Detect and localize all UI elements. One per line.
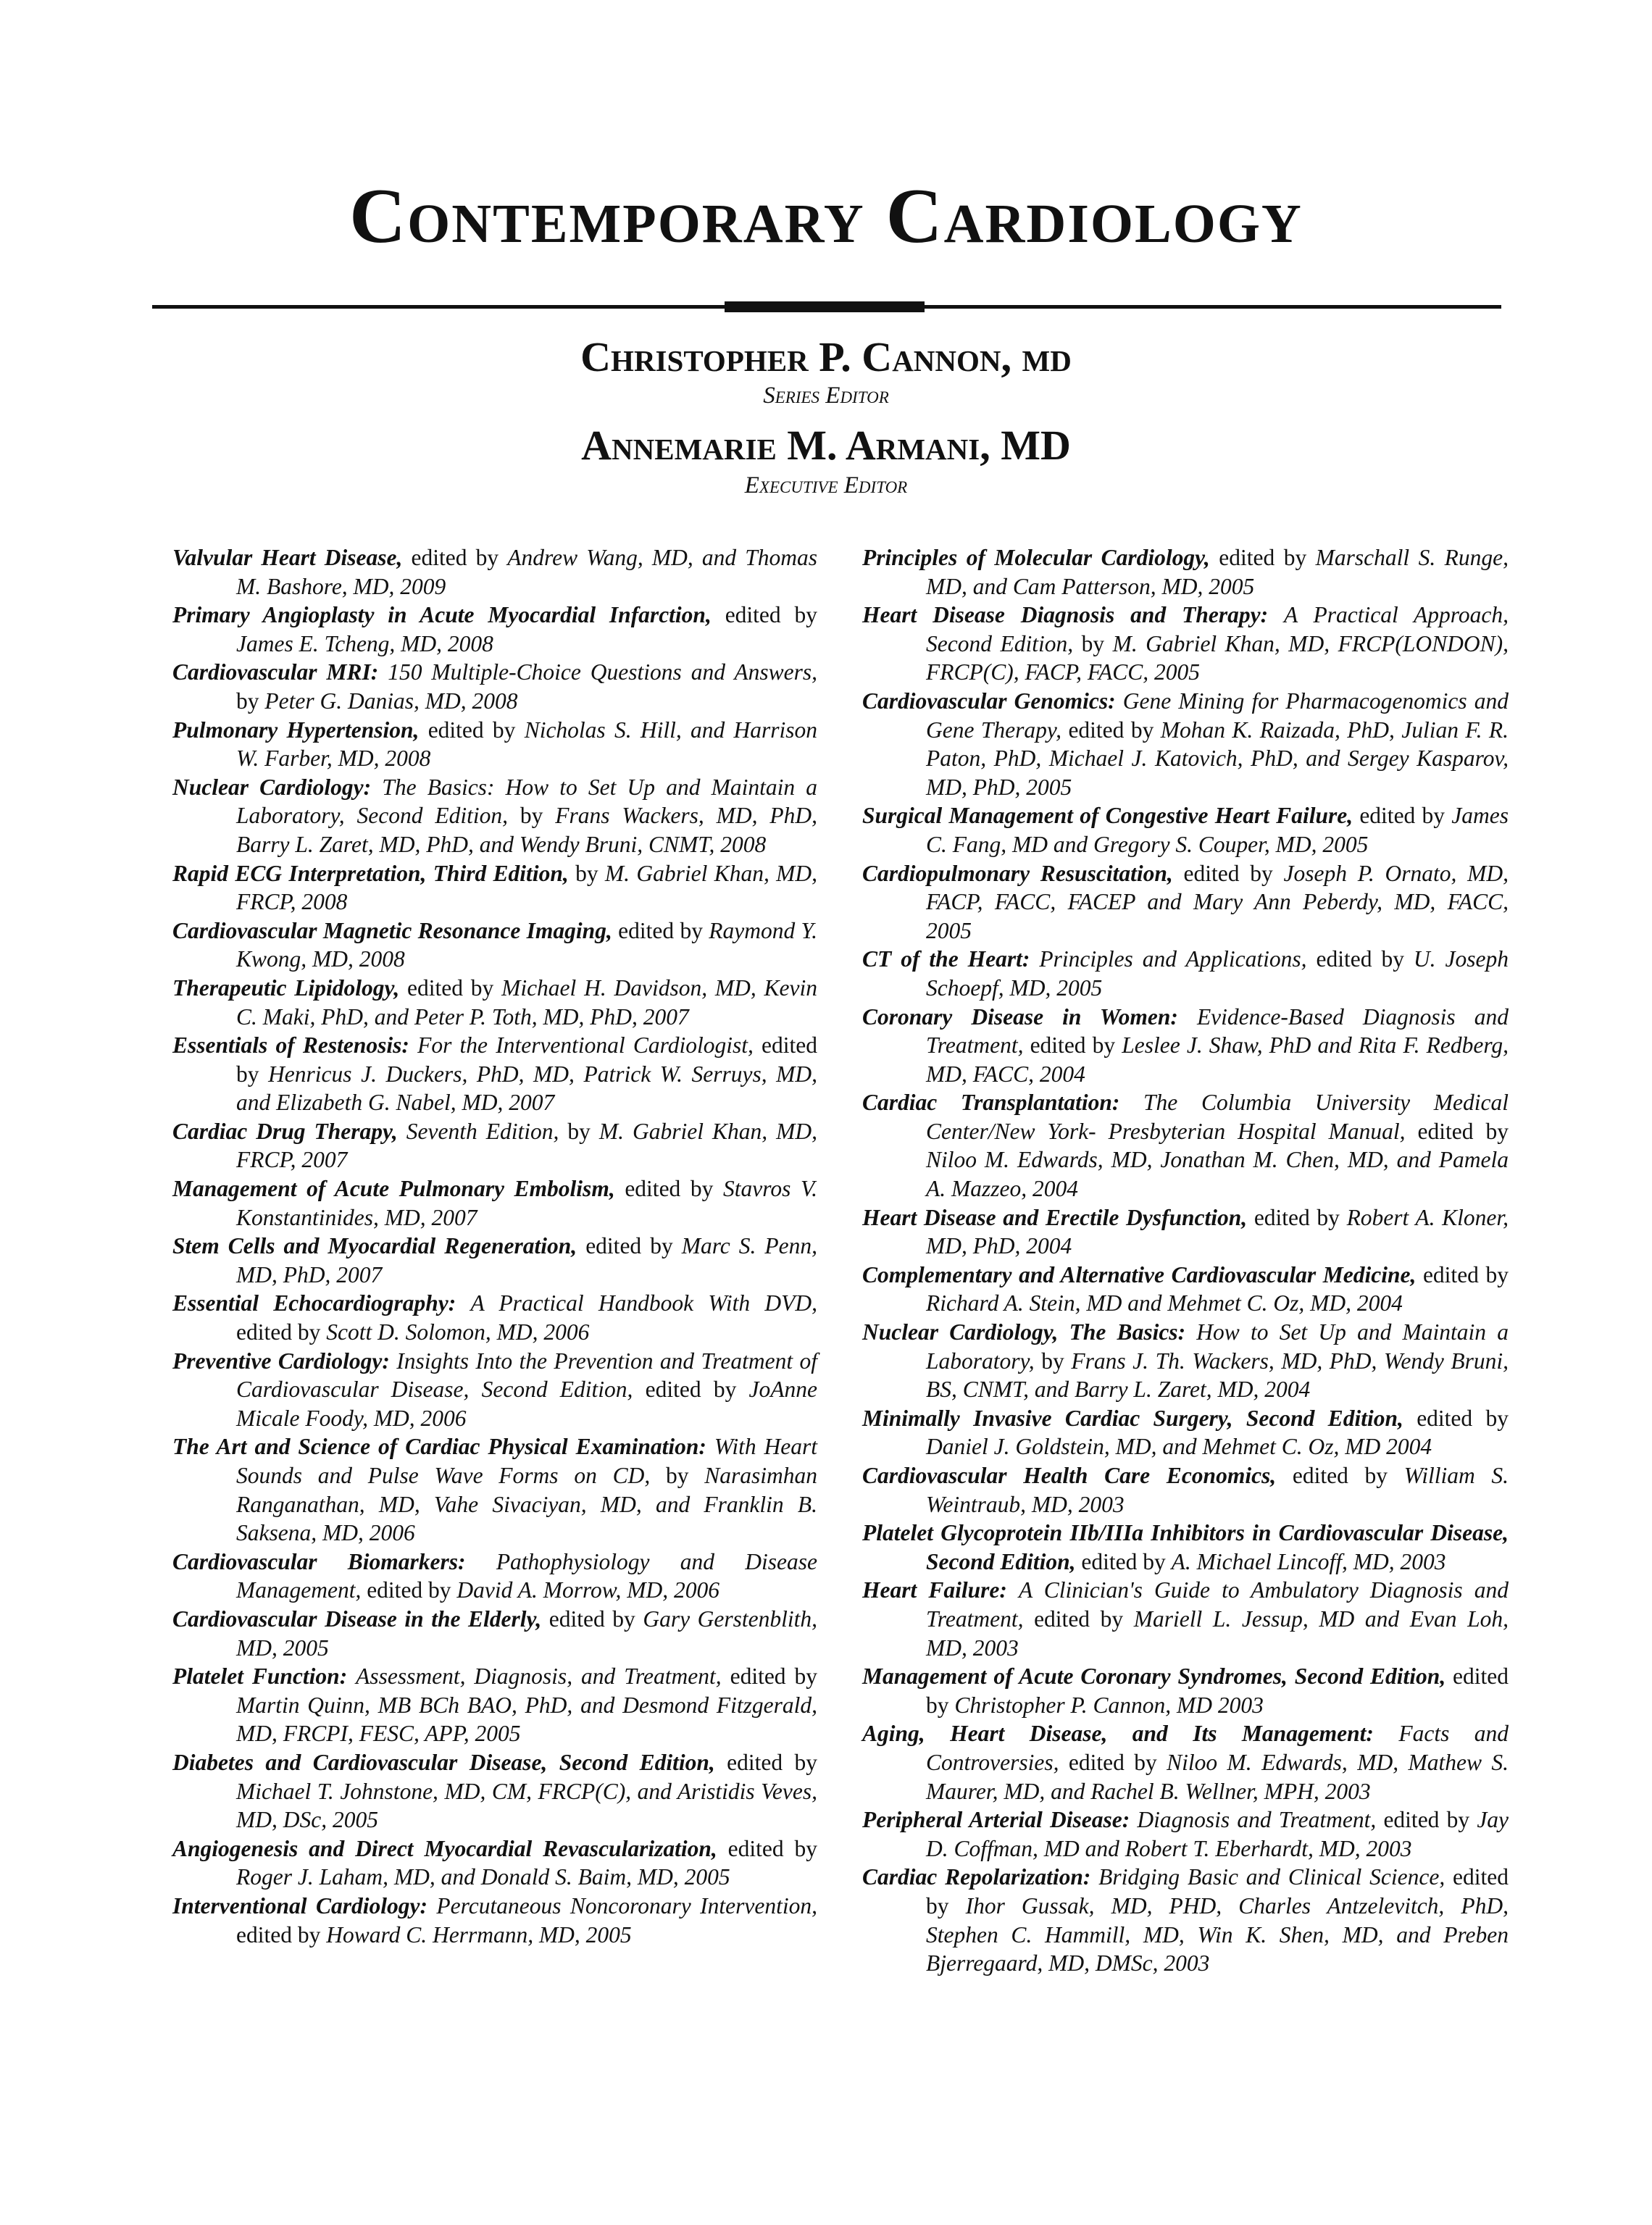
- book-entry: [862, 1519, 1509, 1576]
- edited-label: edited: [645, 1377, 701, 1403]
- by-label: by: [713, 1377, 737, 1403]
- by-label: by: [1317, 1204, 1340, 1230]
- book-subtitle: Evidence-Based Diagnosis and Treatment,: [926, 1003, 1509, 1059]
- book-title: Cardiac Transplantation:: [862, 1090, 1120, 1116]
- book-entry: [862, 1318, 1509, 1404]
- edited-label: edited: [625, 1176, 681, 1202]
- edited-label: edited: [1081, 1548, 1138, 1574]
- book-title: Heart Failure:: [862, 1577, 1007, 1603]
- edited-label: edited: [585, 1233, 642, 1259]
- book-entry: [172, 859, 817, 917]
- book-authors: Leslee J. Shaw, PhD and Rita F. Redberg, MD, FACC, 2004: [926, 1032, 1509, 1087]
- book-entry: [862, 1662, 1509, 1719]
- book-entry: [172, 974, 817, 1031]
- book-authors: James E. Tcheng, MD, 2008: [236, 630, 493, 656]
- edited-label: edited: [1383, 1807, 1440, 1833]
- book-authors: Mariell L. Jessup, MD and Evan Loh, MD, 2003: [926, 1606, 1509, 1661]
- book-title: Complementary and Alternative Cardiovascular Medicine,: [862, 1261, 1417, 1287]
- by-label: by: [1364, 1463, 1388, 1488]
- left-column-book-list: [172, 543, 817, 1949]
- by-label: by: [926, 1892, 949, 1919]
- book-subtitle: A Practical Approach, Second Edition,: [926, 602, 1509, 656]
- edited-label: edited: [1417, 1118, 1474, 1144]
- by-label: by: [575, 860, 598, 886]
- executive-editor-name: Annemarie M. Armani, MD: [581, 422, 1071, 469]
- book-entry: [862, 1003, 1509, 1089]
- executive-editor-role: Executive Editor: [744, 472, 908, 498]
- by-label: by: [1250, 860, 1273, 886]
- edited-label: edited: [1253, 1204, 1310, 1230]
- book-title: Heart Disease and Erectile Dysfunction,: [862, 1204, 1248, 1230]
- edited-label: edited: [727, 1749, 783, 1775]
- book-authors: James C. Fang, MD and Gregory S. Couper, MD, 2005: [926, 803, 1509, 857]
- book-authors: David A. Morrow, MD, 2006: [456, 1577, 719, 1603]
- book-entry: [862, 1461, 1509, 1519]
- book-entry: [172, 1117, 817, 1174]
- by-label: by: [236, 1061, 259, 1087]
- book-subtitle: Diagnosis and Treatment,: [1137, 1807, 1377, 1833]
- by-label: by: [665, 1463, 689, 1488]
- book-entry: [862, 1863, 1509, 1977]
- book-title: Platelet Glycoprotein IIb/IIIa Inhibitors in Cardiovascular Disease, Second Edition,: [862, 1520, 1509, 1574]
- book-authors: Joseph P. Ornato, MD, FACP, FACC, FACEP and Mary Ann Peberdy, MD, FACC, 2005: [926, 860, 1509, 943]
- book-entry: [172, 1662, 817, 1748]
- title-rule-accent: [725, 301, 925, 312]
- book-entry: [862, 543, 1509, 601]
- book-title: Cardiovascular Magnetic Resonance Imaging,: [172, 917, 612, 943]
- by-label: by: [470, 974, 494, 1001]
- book-authors: Marschall S. Runge, MD, and Cam Patterson, MD, 2005: [926, 545, 1509, 599]
- by-label: by: [236, 688, 259, 714]
- book-authors: Daniel J. Goldstein, MD, and Mehmet C. Oz, MD 2004: [926, 1434, 1432, 1460]
- book-entry: [172, 1232, 817, 1289]
- by-label: by: [794, 1835, 818, 1861]
- book-authors: Gary Gerstenblith, MD, 2005: [236, 1606, 818, 1661]
- book-authors: Christopher P. Cannon, MD 2003: [954, 1692, 1264, 1718]
- book-authors: Howard C. Herrmann, MD, 2005: [326, 1921, 632, 1948]
- book-entry: [172, 658, 817, 715]
- by-label: by: [794, 602, 818, 628]
- book-entry: [172, 917, 817, 974]
- book-title: Platelet Function:: [172, 1663, 348, 1690]
- series-title: Contemporary Cardiology: [349, 173, 1303, 259]
- book-entry: [862, 1261, 1509, 1318]
- book-authors: Mohan K. Raizada, PhD, Julian F. R. Paton, PhD, Michael J. Katovich, PhD, and Sergey Kasparov, MD, PhD, 2005: [926, 717, 1509, 800]
- edited-label: edited: [1316, 946, 1372, 972]
- book-authors: Jay D. Coffman, MD and Robert T. Eberhardt, MD, 2003: [926, 1807, 1509, 1861]
- edited-label: edited: [762, 1032, 817, 1059]
- book-title: The Art and Science of Cardiac Physical Examination:: [172, 1434, 706, 1460]
- by-label: by: [1485, 1261, 1509, 1287]
- edited-label: edited: [1183, 860, 1240, 886]
- book-entry: [862, 687, 1509, 801]
- book-entry: [862, 1203, 1509, 1261]
- book-title: Cardiovascular MRI:: [172, 659, 379, 685]
- book-authors: Martin Quinn, MB BCh BAO, PhD, and Desmond Fitzgerald, MD, FRCPI, FESC, APP, 2005: [236, 1692, 817, 1747]
- by-label: by: [428, 1577, 451, 1603]
- by-label: by: [1100, 1606, 1124, 1632]
- by-label: by: [926, 1692, 949, 1718]
- by-label: by: [1130, 717, 1154, 743]
- book-title: Angiogenesis and Direct Myocardial Revascularization,: [172, 1835, 717, 1861]
- book-title: Stem Cells and Myocardial Regeneration,: [172, 1233, 577, 1259]
- edited-label: edited: [1359, 803, 1416, 829]
- book-subtitle: Facts and Controversies,: [926, 1721, 1509, 1775]
- book-entry: [172, 1031, 817, 1117]
- book-subtitle: Assessment, Diagnosis, and Treatment,: [356, 1663, 722, 1690]
- book-authors: William S. Weintraub, MD, 2003: [926, 1463, 1509, 1517]
- book-entry: [172, 1605, 817, 1662]
- book-entry: [862, 859, 1509, 945]
- book-title: Minimally Invasive Cardiac Surgery, Second Edition,: [862, 1405, 1403, 1431]
- by-label: by: [1485, 1405, 1509, 1431]
- edited-label: edited: [1453, 1864, 1509, 1890]
- by-label: by: [1283, 545, 1307, 570]
- book-entry: [862, 1576, 1509, 1662]
- edited-label: edited: [618, 917, 675, 943]
- book-title: Cardiovascular Health Care Economics,: [862, 1463, 1277, 1488]
- book-authors: Richard A. Stein, MD and Mehmet C. Oz, MD, 2004: [926, 1290, 1403, 1316]
- book-subtitle: Pathophysiology and Disease Management,: [236, 1548, 818, 1603]
- book-title: Nuclear Cardiology, The Basics:: [862, 1319, 1186, 1345]
- edited-label: edited: [1453, 1663, 1509, 1690]
- edited-label: edited: [730, 1663, 786, 1690]
- book-entry: [862, 1404, 1509, 1461]
- book-title: Preventive Cardiology:: [172, 1348, 390, 1374]
- edited-label: edited: [427, 717, 484, 743]
- book-title: Rapid ECG Interpretation, Third Edition,: [172, 860, 569, 886]
- book-entry: [172, 716, 817, 773]
- book-subtitle: A Practical Handbook With DVD,: [470, 1290, 817, 1316]
- by-label: by: [680, 917, 703, 943]
- edited-label: edited: [1068, 717, 1125, 743]
- book-title: CT of the Heart:: [862, 946, 1030, 972]
- by-label: by: [297, 1319, 321, 1345]
- book-authors: Roger J. Laham, MD, and Donald S. Baim, MD, 2005: [236, 1864, 730, 1890]
- by-label: by: [794, 1663, 817, 1690]
- book-subtitle: Seventh Edition,: [406, 1118, 559, 1144]
- book-subtitle: Principles and Applications,: [1039, 946, 1307, 972]
- by-label: by: [520, 803, 543, 829]
- by-label: by: [1381, 946, 1404, 972]
- book-title: Nuclear Cardiology:: [172, 774, 372, 800]
- series-editor-role: Series Editor: [763, 383, 889, 409]
- edited-label: edited: [1422, 1261, 1479, 1287]
- book-authors: Niloo M. Edwards, MD, Mathew S. Maurer, MD, and Rachel B. Wellner, MPH, 2003: [926, 1749, 1509, 1804]
- edited-label: edited: [236, 1921, 292, 1948]
- book-title: Diabetes and Cardiovascular Disease, Second Edition,: [172, 1749, 715, 1775]
- book-title: Cardiovascular Disease in the Elderly,: [172, 1606, 542, 1632]
- edited-label: edited: [1034, 1606, 1090, 1632]
- by-label: by: [794, 1749, 818, 1775]
- book-authors: Niloo M. Edwards, MD, Jonathan M. Chen, MD, and Pamela A. Mazzeo, 2004: [926, 1147, 1509, 1202]
- book-title: Cardiopulmonary Resuscitation,: [862, 860, 1173, 886]
- book-authors: Michael H. Davidson, MD, Kevin C. Maki, PhD, and Peter P. Toth, MD, PhD, 2007: [236, 974, 818, 1030]
- book-title: Cardiovascular Biomarkers:: [172, 1548, 466, 1574]
- book-authors: Michael T. Johnstone, MD, CM, FRCP(C), and Aristidis Veves, MD, DSc, 2005: [236, 1778, 817, 1833]
- book-entry: [172, 1289, 817, 1346]
- book-entry: [862, 801, 1509, 859]
- book-entry: [862, 945, 1509, 1002]
- book-authors: M. Gabriel Khan, MD, FRCP, 2007: [236, 1118, 818, 1173]
- book-authors: A. Michael Lincoff, MD, 2003: [1171, 1548, 1446, 1574]
- book-entry: [862, 1719, 1509, 1806]
- book-subtitle: Percutaneous Noncoronary Intervention,: [436, 1892, 817, 1919]
- book-title: Cardiac Repolarization:: [862, 1864, 1091, 1890]
- book-entry: [172, 601, 817, 658]
- book-authors: Henricus J. Duckers, PhD, MD, Patrick W. Serruys, MD, and Elizabeth G. Nabel, MD, 2007: [236, 1061, 818, 1116]
- right-column-book-list: [862, 543, 1509, 1978]
- book-authors: Frans J. Th. Wackers, MD, PhD, Wendy Bruni, BS, CNMT, and Barry L. Zaret, MD, 2004: [926, 1348, 1509, 1403]
- book-title: Surgical Management of Congestive Heart Failure,: [862, 803, 1353, 829]
- edited-label: edited: [1219, 545, 1275, 570]
- edited-label: edited: [1030, 1032, 1086, 1059]
- book-subtitle: For the Interventional Cardiologist,: [417, 1032, 754, 1059]
- book-subtitle: 150 Multiple-Choice Questions and Answers,: [388, 659, 818, 685]
- edited-label: edited: [407, 974, 463, 1001]
- book-subtitle: With Heart Sounds and Pulse Wave Forms on CD,: [236, 1434, 817, 1488]
- book-authors: JoAnne Micale Foody, MD, 2006: [236, 1377, 818, 1431]
- book-entry: [172, 773, 817, 859]
- book-authors: Raymond Y. Kwong, MD, 2008: [236, 917, 818, 972]
- book-title: Therapeutic Lipidology,: [172, 974, 400, 1001]
- edited-label: edited: [725, 602, 781, 628]
- book-authors: Marc S. Penn, MD, PhD, 2007: [236, 1233, 818, 1287]
- by-label: by: [475, 545, 499, 570]
- by-label: by: [1081, 630, 1105, 656]
- book-entry: [862, 601, 1509, 687]
- edited-label: edited: [1292, 1463, 1348, 1488]
- by-label: by: [1134, 1749, 1157, 1775]
- book-entry: [172, 1432, 817, 1547]
- by-label: by: [612, 1606, 635, 1632]
- book-title: Management of Acute Coronary Syndromes, Second Edition,: [862, 1663, 1446, 1690]
- by-label: by: [1041, 1348, 1064, 1374]
- book-subtitle: Bridging Basic and Clinical Science,: [1098, 1864, 1446, 1890]
- book-title: Cardiac Drug Therapy,: [172, 1118, 398, 1144]
- by-label: by: [1422, 803, 1446, 829]
- edited-label: edited: [367, 1577, 423, 1603]
- by-label: by: [1092, 1032, 1116, 1059]
- book-entry: [172, 1347, 817, 1433]
- edited-label: edited: [236, 1319, 292, 1345]
- book-entry: [862, 1088, 1509, 1203]
- by-label: by: [492, 717, 516, 743]
- book-title: Valvular Heart Disease,: [172, 545, 403, 570]
- book-entry: [862, 1806, 1509, 1863]
- edited-label: edited: [411, 545, 467, 570]
- book-subtitle: Gene Mining for Pharmacogenomics and Gene Therapy,: [926, 688, 1509, 743]
- by-label: by: [567, 1118, 591, 1144]
- book-title: Aging, Heart Disease, and Its Management:: [862, 1721, 1374, 1747]
- book-entry: [172, 543, 817, 601]
- book-authors: Narasimhan Ranganathan, MD, Vahe Sivaciyan, MD, and Franklin B. Saksena, MD, 2006: [236, 1463, 818, 1546]
- book-entry: [172, 1748, 817, 1834]
- book-entry: [172, 1892, 817, 1949]
- book-entry: [172, 1834, 817, 1892]
- book-title: Management of Acute Pulmonary Embolism,: [172, 1176, 615, 1202]
- book-authors: Ihor Gussak, MD, PHD, Charles Antzelevitch, PhD, Stephen C. Hammill, MD, Win K. Shen, MD, and Preben Bjerregaard, MD, DMSc, 2003: [926, 1892, 1509, 1976]
- book-subtitle: The Basics: How to Set Up and Maintain a Laboratory, Second Edition,: [236, 774, 818, 829]
- book-authors: M. Gabriel Khan, MD, FRCP, 2008: [236, 860, 818, 915]
- book-entry: [172, 1174, 817, 1232]
- book-title: Coronary Disease in Women:: [862, 1003, 1178, 1030]
- book-authors: M. Gabriel Khan, MD, FRCP(LONDON), FRCP(C), FACP, FACC, 2005: [926, 630, 1509, 685]
- book-entry: [172, 1548, 817, 1605]
- book-title: Interventional Cardiology:: [172, 1892, 427, 1919]
- book-title: Peripheral Arterial Disease:: [862, 1807, 1130, 1833]
- book-authors: Frans Wackers, MD, PhD, Barry L. Zaret, MD, PhD, and Wendy Bruni, CNMT, 2008: [236, 803, 818, 857]
- book-subtitle: The Columbia University Medical Center/New York- Presbyterian Hospital Manual,: [926, 1090, 1509, 1144]
- book-title: Principles of Molecular Cardiology,: [862, 545, 1210, 570]
- series-editor-name: Christopher P. Cannon, md: [580, 333, 1072, 380]
- book-authors: U. Joseph Schoepf, MD, 2005: [926, 946, 1509, 1001]
- book-title: Cardiovascular Genomics:: [862, 688, 1116, 714]
- book-authors: Robert A. Kloner, MD, PhD, 2004: [926, 1204, 1509, 1259]
- book-subtitle: Insights Into the Prevention and Treatment of Cardiovascular Disease, Second Edition,: [236, 1348, 817, 1403]
- by-label: by: [650, 1233, 673, 1259]
- book-title: Heart Disease Diagnosis and Therapy:: [862, 602, 1269, 628]
- book-title: Primary Angioplasty in Acute Myocardial Infarction,: [172, 602, 712, 628]
- by-label: by: [297, 1921, 321, 1948]
- edited-label: edited: [1068, 1749, 1125, 1775]
- book-subtitle: A Clinician's Guide to Ambulatory Diagnosis and Treatment,: [926, 1577, 1509, 1632]
- by-label: by: [1143, 1548, 1166, 1574]
- by-label: by: [690, 1176, 714, 1202]
- book-authors: Scott D. Solomon, MD, 2006: [326, 1319, 590, 1345]
- by-label: by: [1446, 1807, 1470, 1833]
- book-title: Pulmonary Hypertension,: [172, 717, 420, 743]
- edited-label: edited: [1417, 1405, 1473, 1431]
- book-authors: Nicholas S. Hill, and Harrison W. Farber, MD, 2008: [236, 717, 818, 772]
- book-subtitle: How to Set Up and Maintain a Laboratory,: [926, 1319, 1509, 1374]
- edited-label: edited: [548, 1606, 605, 1632]
- book-title: Essentials of Restenosis:: [172, 1032, 409, 1059]
- book-title: Essential Echocardiography:: [172, 1290, 456, 1316]
- book-authors: Peter G. Danias, MD, 2008: [264, 688, 518, 714]
- edited-label: edited: [727, 1835, 784, 1861]
- by-label: by: [1485, 1118, 1509, 1144]
- book-authors: Stavros V. Konstantinides, MD, 2007: [236, 1176, 818, 1230]
- book-authors: Andrew Wang, MD, and Thomas M. Bashore, MD, 2009: [236, 545, 818, 599]
